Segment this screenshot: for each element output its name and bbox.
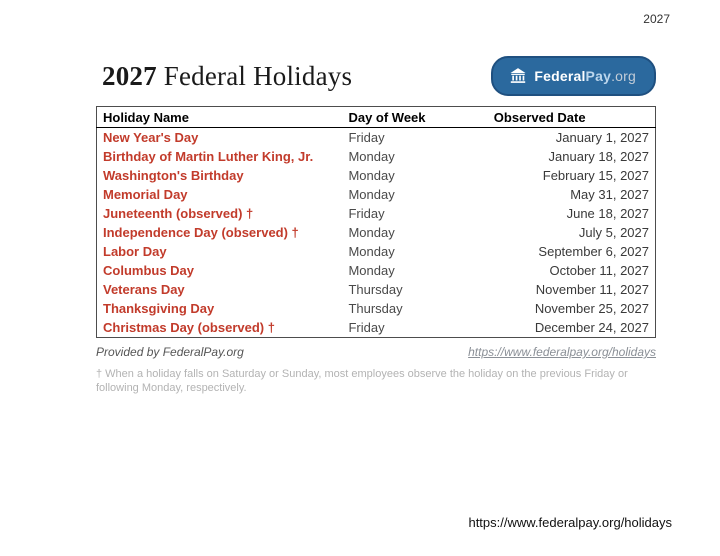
day-of-week-cell: Monday (348, 187, 395, 202)
holiday-name-cell: Thanksgiving Day (103, 301, 215, 316)
table-row (97, 299, 656, 318)
logo-text-org: .org (611, 68, 636, 84)
holiday-name-cell: Memorial Day (103, 187, 188, 202)
holiday-name-cell: Washington's Birthday (103, 168, 244, 183)
table-row (97, 318, 656, 338)
day-of-week-cell: Monday (348, 244, 395, 259)
column-header-observed-date: Observed Date (488, 107, 656, 128)
observed-date-cell: September 6, 2027 (538, 244, 649, 259)
day-of-week-cell: Thursday (348, 301, 403, 316)
column-header-day-of-week: Day of Week (342, 107, 487, 128)
day-of-week-cell: Monday (348, 149, 395, 164)
day-of-week-cell: Thursday (348, 282, 403, 297)
logo-text-pay: Pay (585, 68, 612, 84)
table-row (97, 261, 656, 280)
page-title (102, 61, 352, 92)
holiday-name-cell: Columbus Day (103, 263, 195, 278)
holiday-name-cell: Birthday of Martin Luther King, Jr. (103, 149, 314, 164)
federalpay-logo-button[interactable] (491, 56, 656, 96)
holiday-table (96, 106, 656, 338)
logo-text-federal: Federal (534, 68, 586, 84)
table-row (97, 223, 656, 242)
holiday-name-cell: Veterans Day (103, 282, 185, 297)
page-content (96, 56, 656, 395)
title-year: 2027 (102, 60, 157, 91)
column-header-holiday-name: Holiday Name (97, 107, 343, 128)
table-row (97, 204, 656, 223)
observed-date-cell: January 1, 2027 (555, 130, 649, 145)
table-row (97, 166, 656, 185)
table-row (97, 147, 656, 166)
day-of-week-cell: Friday (348, 320, 385, 335)
holiday-name-cell: Christmas Day (observed) † (103, 320, 275, 335)
holiday-name-cell: Juneteenth (observed) † (103, 206, 254, 221)
provided-by-text: Provided by FederalPay.org (96, 345, 244, 359)
title-text: Federal Holidays (156, 60, 353, 91)
day-of-week-cell: Friday (348, 130, 385, 145)
observed-date-cell: June 18, 2027 (566, 206, 649, 221)
observed-date-cell: January 18, 2027 (548, 149, 649, 164)
observed-date-cell: December 24, 2027 (534, 320, 649, 335)
observed-date-cell: July 5, 2027 (578, 225, 649, 240)
title-row (96, 56, 656, 96)
print-footer-url: https://www.federalpay.org/holidays (468, 515, 672, 530)
day-of-week-cell: Monday (348, 263, 395, 278)
day-of-week-cell: Friday (348, 206, 385, 221)
table-row (97, 185, 656, 204)
observed-date-cell: November 25, 2027 (534, 301, 649, 316)
observed-date-cell: November 11, 2027 (535, 282, 649, 297)
holiday-name-cell: Independence Day (observed) † (103, 225, 299, 240)
bank-icon (509, 67, 527, 85)
logo-text (534, 68, 636, 84)
table-row (97, 242, 656, 261)
observed-footnote: † When a holiday falls on Saturday or Sunday, most employees observe the holiday on the previous Friday or following Monday, respectively. (96, 368, 628, 394)
holiday-name-cell: Labor Day (103, 244, 167, 259)
observed-date-cell: May 31, 2027 (570, 187, 649, 202)
holidays-link[interactable]: https://www.federalpay.org/holidays (468, 345, 656, 359)
day-of-week-cell: Monday (348, 168, 395, 183)
table-row (97, 280, 656, 299)
print-header-year: 2027 (643, 12, 670, 26)
table-header-row (97, 107, 656, 128)
observed-date-cell: October 11, 2027 (549, 263, 649, 278)
table-row (97, 128, 656, 148)
observed-date-cell: February 15, 2027 (542, 168, 649, 183)
table-footer (96, 345, 656, 359)
holiday-name-cell: New Year's Day (103, 130, 199, 145)
day-of-week-cell: Monday (348, 225, 395, 240)
holiday-table-body (97, 128, 656, 338)
